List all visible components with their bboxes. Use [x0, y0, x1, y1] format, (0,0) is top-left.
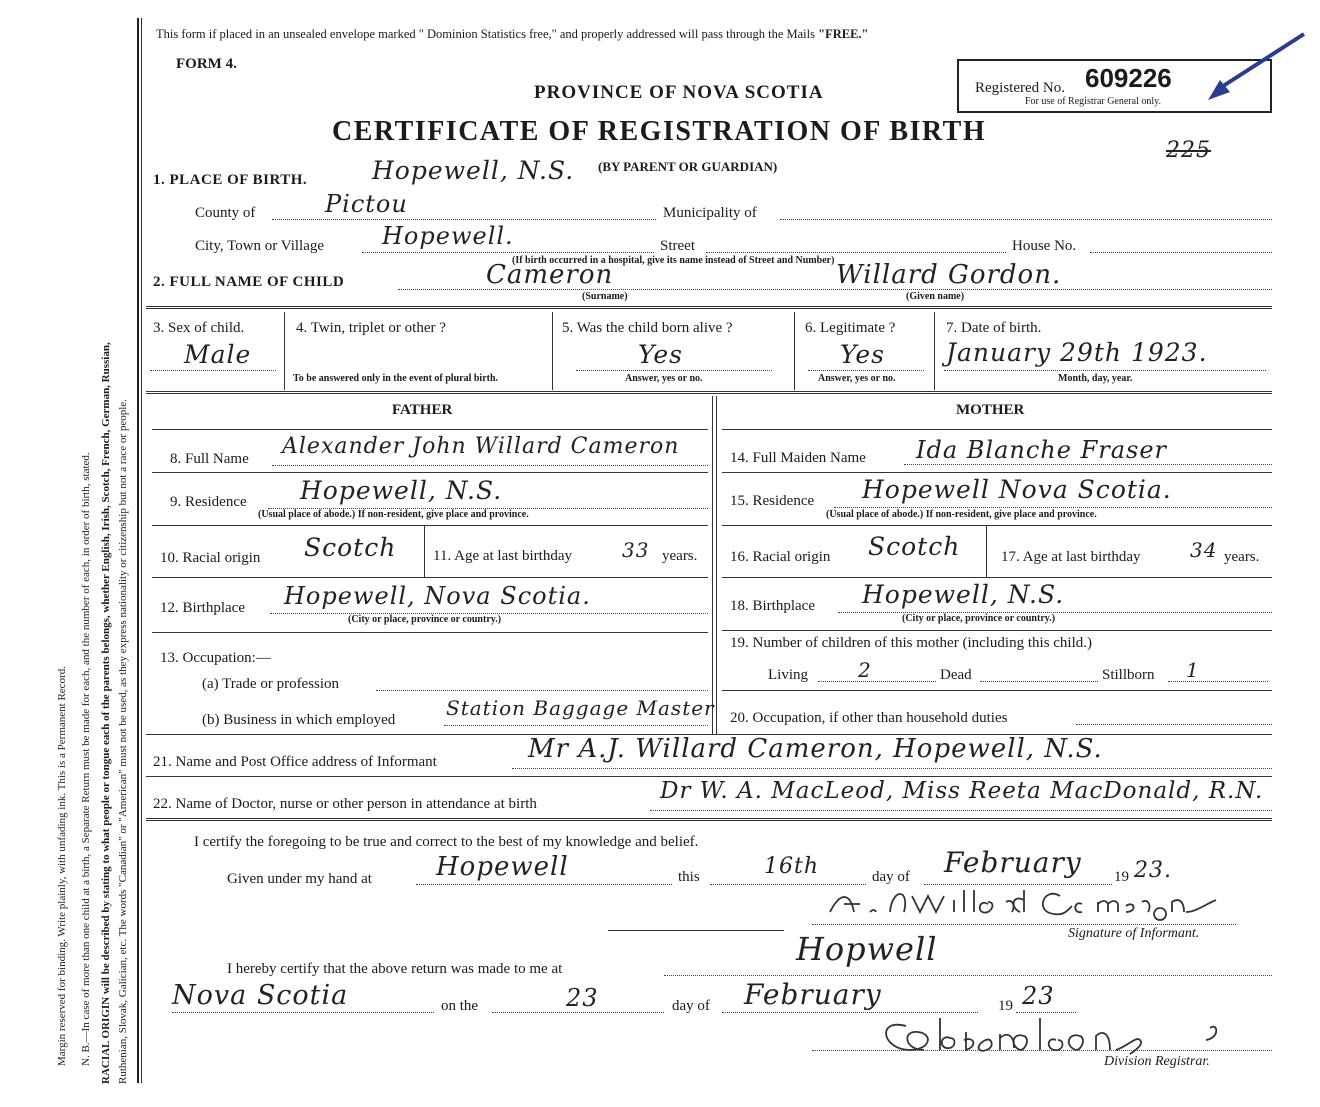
- mother-birthplace-value: Hopewell, N.S.: [862, 580, 1065, 609]
- doctor-line: [650, 810, 1272, 811]
- child-given-name: Willard Gordon.: [836, 260, 1062, 290]
- by-parent-note: (BY PARENT OR GUARDIAN): [598, 159, 778, 174]
- registered-label: Registered No.: [975, 80, 1065, 96]
- father-rule-1: [152, 472, 708, 473]
- mother-age-label: 17. Age at last birthday: [1001, 549, 1141, 565]
- mother-birthplace-note: (City or place, province or country.): [902, 613, 1056, 624]
- registrar-use-note: For use of Registrar General only.: [1025, 96, 1161, 107]
- mother-stillborn-line: [1168, 681, 1268, 682]
- given-year-prefix: 19: [1114, 869, 1129, 885]
- city-label: City, Town or Village: [195, 238, 325, 254]
- mother-rule-1: [722, 472, 1272, 473]
- sex-label: 3. Sex of child.: [153, 320, 245, 336]
- mother-dead-label: Dead: [940, 667, 972, 683]
- mother-children-label: 19. Number of children of this mother (including this child.): [730, 635, 1093, 651]
- county-label: County of: [195, 205, 256, 221]
- municipality-label: Municipality of: [663, 205, 757, 221]
- mother-residence-label: 15. Residence: [730, 493, 815, 509]
- surname-caption: (Surname): [582, 291, 628, 302]
- father-race-value: Scotch: [304, 533, 397, 562]
- margin-note-binding: Margin reserved for binding. Write plainly, with unfading ink. This is a Permanent Record.: [56, 666, 68, 1066]
- mother-race-label: 16. Racial origin: [730, 549, 831, 565]
- father-age-label: 11. Age at last birthday: [433, 548, 572, 564]
- house-label: House No.: [1012, 238, 1077, 254]
- father-business-line: [444, 725, 708, 726]
- informant-signature: [820, 882, 1220, 926]
- father-birthplace-value: Hopewell, Nova Scotia.: [284, 582, 591, 610]
- informant-short-rule: [608, 930, 784, 931]
- born-alive-line: [576, 370, 772, 371]
- sex-line: [150, 370, 276, 371]
- registrar-place-value: Hopwell: [796, 930, 938, 968]
- province-heading: PROVINCE OF NOVA SCOTIA: [534, 82, 824, 103]
- pen-mark-icon: [1200, 28, 1310, 108]
- registrar-province-line: [172, 1012, 434, 1013]
- city-value: Hopewell.: [382, 222, 514, 250]
- dob-value: January 29th 1923.: [946, 338, 1208, 367]
- doctor-label: 22. Name of Doctor, nurse or other person in attendance at birth: [153, 796, 537, 812]
- mother-living-value: 2: [858, 658, 872, 682]
- struck-number: 225: [1166, 138, 1211, 163]
- given-this-label: this: [678, 869, 700, 885]
- mother-living-line: [818, 681, 936, 682]
- given-name-caption: (Given name): [906, 291, 965, 302]
- child-surname: Cameron: [486, 260, 614, 290]
- margin-note-multiple-births: N. B.—In case of more than one child at a birth, a Separate Return must be made for each, and the number of each, in order of birth, stated.: [80, 452, 92, 1066]
- sex-value: Male: [184, 340, 252, 369]
- legitimate-value: Yes: [840, 340, 885, 369]
- registered-number: 609226: [1085, 63, 1172, 93]
- father-heading: FATHER: [392, 402, 453, 418]
- mother-rule-4: [722, 630, 1272, 631]
- father-residence-note: (Usual place of abode.) If non-resident, give place and province.: [258, 509, 529, 520]
- divider-2: [146, 391, 1272, 394]
- father-heading-rule: [152, 429, 708, 430]
- mother-living-label: Living: [768, 667, 808, 683]
- place-of-birth-value: Hopewell, N.S.: [372, 156, 575, 185]
- divider-5: [146, 818, 1272, 821]
- father-trade-label: (a) Trade or profession: [202, 676, 340, 692]
- child-name-label: 2. FULL NAME OF CHILD: [153, 274, 345, 290]
- informant-signature-caption: Signature of Informant.: [1068, 926, 1200, 941]
- registrar-place-line: [664, 975, 1272, 976]
- mother-dead-line: [980, 681, 1098, 682]
- certify-statement: I certify the foregoing to be true and correct to the best of my knowledge and belief.: [194, 834, 699, 850]
- registrar-statement: I hereby certify that the above return was made to me at: [227, 961, 563, 977]
- mail-notice: This form if placed in an unsealed envelope marked " Dominion Statistics free," and properly addressed will pass through the Mails "FREE.": [156, 27, 869, 41]
- father-race-divider: [424, 525, 425, 577]
- mother-name-line: [904, 464, 1272, 465]
- given-under-label: Given under my hand at: [227, 871, 372, 887]
- column-divider-b: [716, 396, 717, 734]
- margin-note-racial-origin-2: Ruthenian, Slovak, Galician, etc. The words "Canadian" or "American" must not be used, as they express nationality or citizenship but not a race or people.: [117, 399, 129, 1084]
- mother-residence-value: Hopewell Nova Scotia.: [862, 475, 1172, 504]
- row3-divider-1: [284, 312, 285, 390]
- mother-heading: MOTHER: [956, 402, 1025, 418]
- mother-heading-rule: [722, 429, 1272, 430]
- street-line: [706, 252, 1006, 253]
- father-age-years: years.: [662, 548, 698, 564]
- mother-name-value: Ida Blanche Fraser: [916, 436, 1168, 464]
- place-of-birth-label: 1. PLACE OF BIRTH.: [153, 172, 308, 188]
- form-number: FORM 4.: [176, 56, 237, 72]
- given-day-value: 16th: [764, 854, 820, 879]
- father-name-value: Alexander John Willard Cameron: [282, 434, 680, 459]
- mother-residence-note: (Usual place of abode.) If non-resident, give place and province.: [826, 509, 1097, 520]
- informant-value: Mr A.J. Willard Cameron, Hopewell, N.S.: [528, 734, 1103, 764]
- divider-4: [146, 776, 1272, 777]
- county-line: [272, 219, 656, 220]
- registrar-year-prefix: 19: [998, 998, 1013, 1014]
- mother-stillborn-value: 1: [1186, 658, 1200, 682]
- county-value: Pictou: [325, 190, 408, 218]
- mother-occupation-line: [1076, 724, 1272, 725]
- twin-note: To be answered only in the event of plural birth.: [293, 373, 499, 384]
- father-residence-label: 9. Residence: [170, 494, 247, 510]
- informant-line: [512, 768, 1272, 769]
- mother-stillborn-label: Stillborn: [1102, 667, 1155, 683]
- registrar-month-value: February: [744, 978, 882, 1011]
- father-business-label: (b) Business in which employed: [202, 712, 396, 728]
- registrar-province-value: Nova Scotia: [172, 980, 349, 1011]
- informant-signature-line: [812, 924, 1236, 925]
- hospital-note: (If birth occurred in a hospital, give its name instead of Street and Number): [512, 255, 835, 266]
- house-line: [1090, 252, 1272, 253]
- mother-race-divider: [986, 525, 987, 577]
- column-divider-a: [712, 396, 713, 734]
- street-label: Street: [660, 238, 695, 254]
- mother-rule-3: [722, 577, 1272, 578]
- dob-line: [944, 370, 1266, 371]
- father-name-line: [272, 465, 708, 466]
- given-place-value: Hopewell: [436, 852, 569, 882]
- mother-occupation-label: 20. Occupation, if other than household duties: [730, 710, 1008, 726]
- informant-label: 21. Name and Post Office address of Informant: [153, 754, 437, 770]
- legitimate-note: Answer, yes or no.: [818, 373, 896, 384]
- registrar-day-of-label: day of: [672, 998, 710, 1014]
- mother-rule-2: [722, 525, 1272, 526]
- born-alive-value: Yes: [638, 340, 683, 369]
- given-day-of-label: day of: [872, 869, 910, 885]
- dob-label: 7. Date of birth.: [946, 320, 1042, 336]
- row3-divider-3: [794, 312, 795, 390]
- father-business-value: Station Baggage Master: [446, 696, 715, 720]
- registrar-caption: Division Registrar.: [1104, 1054, 1210, 1069]
- doctor-value: Dr W. A. MacLeod, Miss Reeta MacDonald, R.N.: [660, 778, 1264, 804]
- dob-note: Month, day, year.: [1058, 373, 1133, 384]
- father-rule-4: [152, 632, 708, 633]
- born-alive-label: 5. Was the child born alive ?: [562, 320, 733, 336]
- twin-label: 4. Twin, triplet or other ?: [296, 320, 446, 336]
- given-month-value: February: [944, 846, 1082, 879]
- registrar-day-line: [492, 1012, 664, 1013]
- binding-border: [137, 18, 139, 1083]
- legitimate-line: [808, 370, 924, 371]
- mother-birthplace-label: 18. Birthplace: [730, 598, 815, 614]
- divider-1: [146, 306, 1272, 309]
- mother-rule-5: [722, 690, 1272, 691]
- mother-residence-line: [834, 507, 1272, 508]
- mother-age-years: years.: [1224, 549, 1260, 565]
- registrar-day-value: 23: [566, 984, 599, 1012]
- father-name-label: 8. Full Name: [170, 451, 249, 467]
- father-rule-3: [152, 577, 708, 578]
- father-residence-value: Hopewell, N.S.: [300, 476, 503, 505]
- father-birthplace-label: 12. Birthplace: [160, 600, 245, 616]
- binding-border-inner: [141, 18, 142, 1083]
- registrar-signature-line: [812, 1050, 1272, 1051]
- given-year-value: 23.: [1134, 858, 1172, 883]
- certificate-title: CERTIFICATE OF REGISTRATION OF BIRTH: [332, 116, 987, 147]
- father-race-label: 10. Racial origin: [160, 550, 261, 566]
- municipality-line: [780, 219, 1272, 220]
- registrar-year-value: 23: [1022, 982, 1055, 1010]
- father-age-value: 33: [622, 538, 650, 562]
- given-place-line: [416, 884, 672, 885]
- city-line: [362, 252, 654, 253]
- father-trade-line: [376, 690, 708, 691]
- father-birthplace-note: (City or place, province or country.): [348, 614, 502, 625]
- father-occupation-label: 13. Occupation:—: [160, 650, 271, 666]
- mother-age-value: 34: [1190, 538, 1218, 562]
- born-alive-note: Answer, yes or no.: [625, 373, 703, 384]
- father-rule-2: [152, 525, 708, 526]
- row3-divider-4: [934, 312, 935, 390]
- margin-note-racial-origin-1: RACIAL ORIGIN will be described by stating to what people or tongue each of the parents belongs, whether English, Irish, Scotch, French, German, Russian,: [100, 342, 112, 1084]
- mother-name-label: 14. Full Maiden Name: [730, 450, 866, 466]
- registrar-on-the-label: on the: [441, 998, 479, 1014]
- legitimate-label: 6. Legitimate ?: [805, 320, 896, 336]
- row3-divider-2: [552, 312, 553, 390]
- mother-race-value: Scotch: [868, 532, 961, 561]
